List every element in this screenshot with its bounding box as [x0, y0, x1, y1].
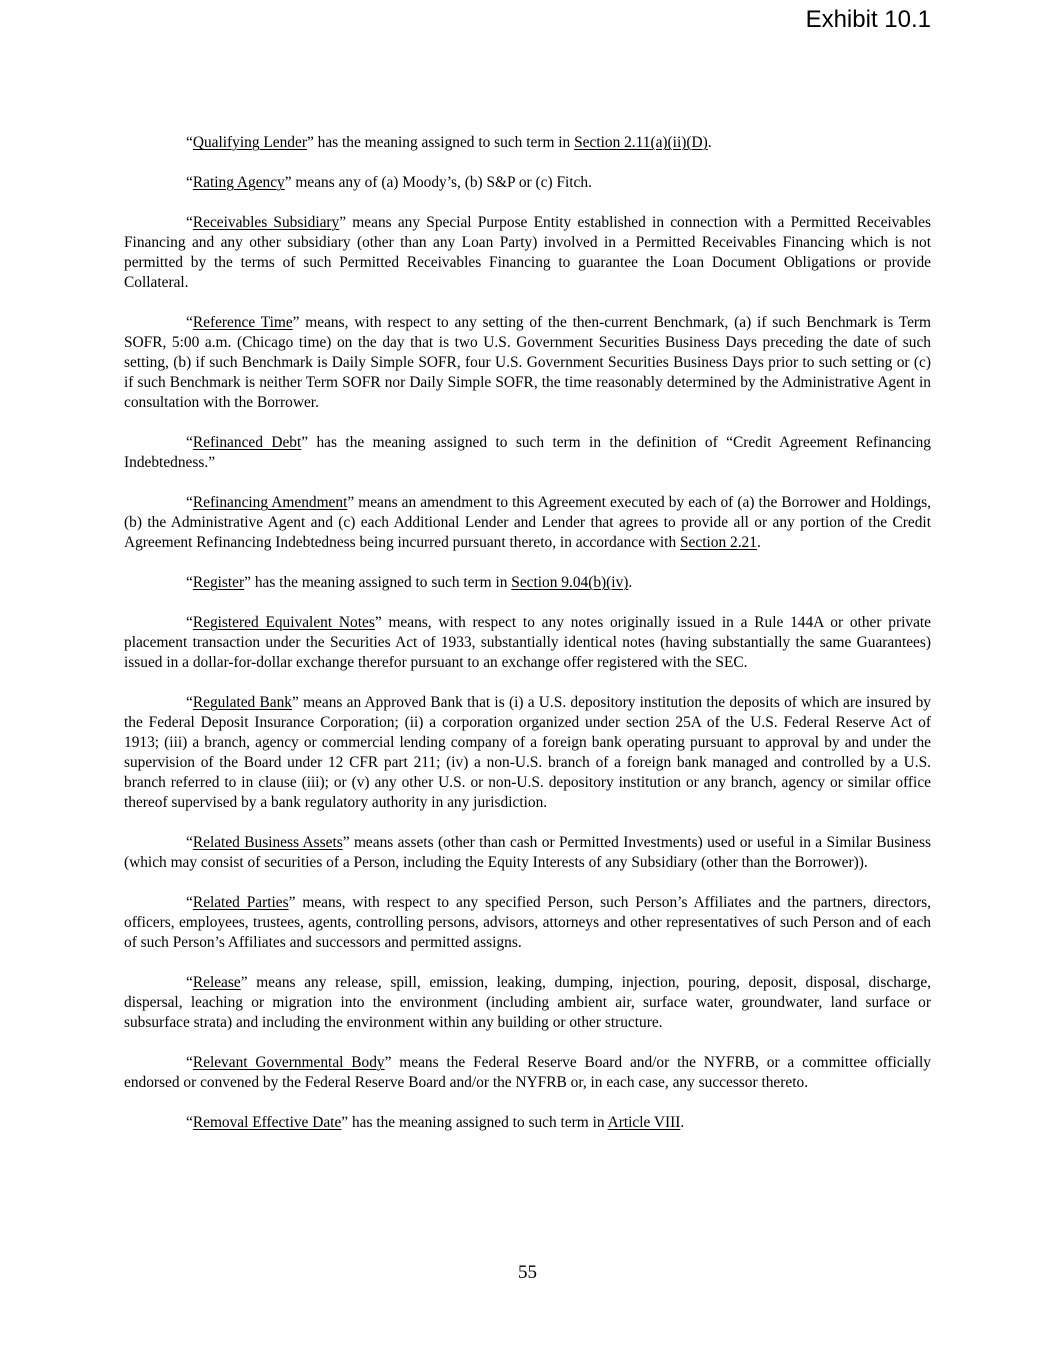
definition-paragraph [124, 173, 931, 193]
definition-text: ” means, with respect to any specified Person, such Person’s Affiliates and the partners, directors, officers, employees, trustees, agents, controlling persons, advisors, attorneys and other representatives of such Person and of each of such Person’s Affiliates and successors and permitted assigns. [124, 894, 931, 951]
definition-text: ” means any Special Purpose Entity established in connection with a Permitted Receivables Financing and any other subsidiary (other than any Loan Party) involved in a Permitted Receivables Financing which is not permitted by the terms of such Permitted Receivables Financing to guarantee the Loan Document Obligations or provide Collateral. [124, 214, 932, 291]
definition-text: ” means an amendment to this Agreement executed by each of (a) the Borrower and Holdings, (b) the Administrative Agent and (c) each Additional Lender and Lender that agrees to provide all or any portion of the Credit Agreement Refinancing Indebtedness being incurred pursuant thereto, in accordance with [124, 494, 931, 551]
cross-reference: Article VIII [607, 1114, 681, 1131]
defined-term: Register [192, 574, 245, 591]
defined-term: Qualifying Lender [192, 134, 307, 151]
defined-term: Rating Agency [192, 174, 285, 191]
defined-term: Refinanced Debt [192, 434, 302, 451]
open-quote: “ [186, 974, 193, 991]
definition-paragraph [124, 1053, 931, 1093]
definition-text: ” has the meaning assigned to such term in [341, 1114, 608, 1131]
open-quote: “ [186, 574, 193, 591]
open-quote: “ [186, 1114, 193, 1131]
definition-text: ” has the meaning assigned to such term in [244, 574, 512, 591]
definition-text: . [680, 1114, 685, 1131]
definition-text: ” has the meaning assigned to such term in the definition of “Credit Agreement Refinancing Indebtedness.” [124, 434, 931, 471]
open-quote: “ [186, 174, 193, 191]
page-number: 55 [518, 1262, 537, 1283]
definition-paragraph [124, 493, 931, 553]
definition-text: . [707, 134, 712, 151]
definition-text: . [628, 574, 633, 591]
defined-term: Refinancing Amendment [192, 494, 348, 511]
defined-term: Removal Effective Date [192, 1114, 342, 1131]
definition-paragraph [124, 833, 931, 873]
definition-text: ” has the meaning assigned to such term in [306, 134, 575, 151]
definition-text: ” means an Approved Bank that is (i) a U.S. depository institution the deposits of which are insured by the Federal Deposit Insurance Corporation; (ii) a corporation organized under section 25A of the U.S. Federal Reserve Act of 1913; (iii) a branch, agency or commercial lending company of a foreign bank operating pursuant to approval by and under the supervision of the Board under 12 CFR part 211; (iv) a non-U.S. branch of a foreign bank managed and controlled by a U.S. branch referred to in clause (iii); or (v) any other U.S. or non-U.S. depository institution or any branch, agency or similar office thereof supervised by a bank regulatory authority in any jurisdiction. [124, 694, 931, 811]
cross-reference: Section 2.11(a)(ii)(D) [574, 134, 708, 151]
definition-paragraph [124, 313, 931, 413]
definition-text: ” means, with respect to any setting of the then-current Benchmark, (a) if such Benchmark is Term SOFR, 5:00 a.m. (Chicago time) on the day that is two U.S. Government Securities Business Days preceding the date of such setting, (b) if such Benchmark is Daily Simple SOFR, four U.S. Government Securities Business Days prior to such setting or (c) if such Benchmark is neither Term SOFR nor Daily Simple SOFR, the time reasonably determined by the Administrative Agent in consultation with the Borrower. [124, 314, 931, 411]
definition-paragraph [124, 573, 931, 593]
cross-reference: Section 9.04(b)(iv) [511, 574, 629, 591]
definition-text: ” means any of (a) Moody’s, (b) S&P or (c) Fitch. [284, 174, 592, 191]
definition-paragraph [124, 693, 931, 813]
open-quote: “ [186, 494, 193, 511]
open-quote: “ [186, 314, 193, 331]
cross-reference: Section 2.21 [680, 534, 757, 551]
definition-text: ” means assets (other than cash or Permitted Investments) used or useful in a Similar Business (which may consist of securities of a Person, including the Equity Interests of any Subsidiary (other than the Borrower)). [124, 834, 931, 871]
exhibit-label: Exhibit 10.1 [805, 6, 931, 33]
definition-text: ” means any release, spill, emission, leaking, dumping, injection, pouring, deposit, disposal, discharge, dispersal, leaching or migration into the environment (including ambient air, surface water, groundwater, land surface or subsurface strata) and including the environment within any building or other structure. [124, 974, 931, 1031]
definition-text: . [756, 534, 761, 551]
open-quote: “ [186, 834, 193, 851]
definition-paragraph [124, 973, 931, 1033]
definition-paragraph [124, 1113, 931, 1133]
open-quote: “ [186, 434, 193, 451]
defined-term: Release [192, 974, 241, 991]
definition-paragraph [124, 213, 931, 293]
defined-term: Receivables Subsidiary [192, 214, 340, 231]
definition-text: ” means, with respect to any notes originally issued in a Rule 144A or other private placement transaction under the Securities Act of 1933, substantially identical notes (having substantially the same Guarantees) issued in a dollar-for-dollar exchange therefor pursuant to an exchange offer registered with the SEC. [124, 614, 932, 671]
open-quote: “ [186, 134, 193, 151]
defined-term: Related Business Assets [192, 834, 343, 851]
open-quote: “ [186, 214, 193, 231]
open-quote: “ [186, 694, 193, 711]
defined-term: Registered Equivalent Notes [192, 614, 375, 631]
definition-text: ” means the Federal Reserve Board and/or the NYFRB, or a committee officially endorsed or convened by the Federal Reserve Board and/or the NYFRB or, in each case, any successor thereto. [124, 1054, 931, 1091]
definition-paragraph [124, 613, 931, 673]
defined-term: Regulated Bank [192, 694, 292, 711]
open-quote: “ [186, 894, 193, 911]
open-quote: “ [186, 614, 193, 631]
open-quote: “ [186, 1054, 193, 1071]
defined-term: Reference Time [192, 314, 293, 331]
definition-paragraph [124, 133, 931, 153]
definition-paragraph [124, 893, 931, 953]
definitions-list [124, 133, 931, 1153]
defined-term: Relevant Governmental Body [192, 1054, 385, 1071]
definition-paragraph [124, 433, 931, 473]
defined-term: Related Parties [192, 894, 289, 911]
